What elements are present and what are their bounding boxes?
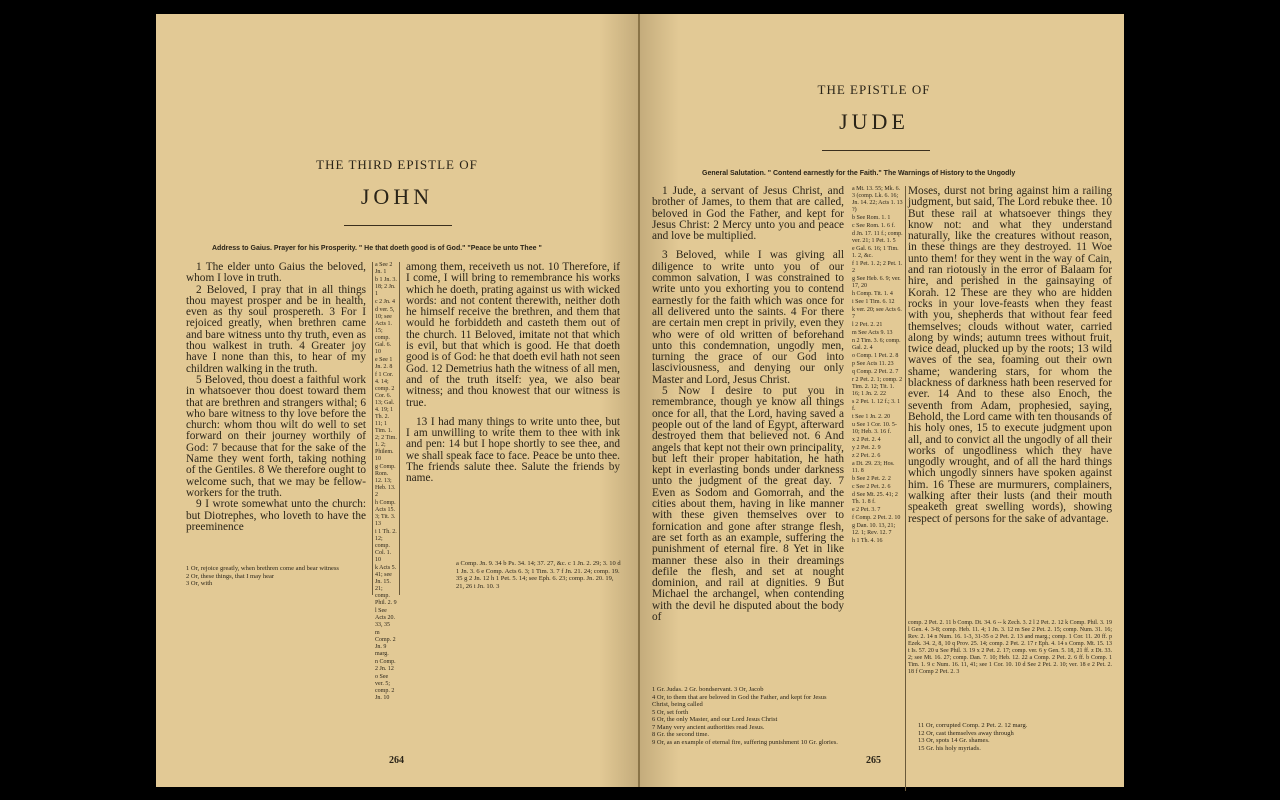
left-ref-column [372,262,400,701]
ref-item: i See 1 Tim. 6. 12 [852,299,895,305]
footnote: 9 Or, as an example of eternal fire, suffering punishment 10 Gr. glories. [652,738,838,746]
ref-item: o Comp. 1 Pet. 2. 8 [852,353,899,359]
ref-item: n Comp. 2 Jn. 12 [375,659,396,672]
left-text-col1 [186,262,366,572]
right-para-3: 5 Now I desire to put you in remembrance, though ye know all things once for all, that the Lord, having saved a people out of the land of Egypt, afterward destroyed them that believed not. 6 And angels that kept not their own principality, but left their proper habitation, he hath kept in everlasting bonds under darkness unto the judgment of the great day. 7 Even as Sodom and Gomorrah, and the cities about them, having in like manner with these given themselves over to fornication and gone after strange flesh, are set forth as an example, suffering the punishment of eternal fire. 8 Yet in like manner these also in their dreamings defile the flesh, and set at nought dominion, and rail at dignities. 9 But Michael the archangel, when contending with the devil he disputed about the body of [652,385,844,623]
ref-item: x 2 Pet. 2. 4 [852,437,881,443]
ref-item: c See 2 Pet. 2. 6 [852,484,891,490]
ref-item: s 2 Pet. 1. 12 f.; 3. 1 f. [852,399,901,412]
footnote: 3 Or, with [186,580,213,587]
ref-item: k Acts 5. 41; see Jn. 15. 21; comp. Phil. 2. 9 [375,565,397,606]
ref-item: m See Acts 9. 13 [852,330,893,336]
ref-item: a Dt. 29. 23; Hos. 11. 8 [852,461,895,474]
left-header-title: JOHN [360,184,434,209]
footnote: 1 Gr. Judas. 2 Gr. bondservant. 3 Or, Jacob [652,686,764,693]
right-subhead: General Salutation. " Contend earnestly for the Faith." The Warnings of History to the Ungodly [702,170,1016,177]
ref-item: o See ver. 5; comp. 2 Jn. 10 [375,674,395,701]
footnote: 11 Or, corrupted Comp. 2 Pet. 2. 12 marg. [918,722,1028,729]
right-page-number: 265 [866,755,881,766]
ref-item: l See Acts 20. 33, 35 [375,608,395,628]
ref-item: u See 1 Cor. 10. 5-10; Heb. 3. 16 f. [852,422,897,435]
left-text-col2 [406,261,620,485]
right-col2-refs: comp. 2 Pet. 2. 11 b Comp. Dt. 34. 6 -- k Zech. 3. 2 l 2 Pet. 2. 12 k Comp. Phil. 3. 19 l Gen. 4. 3-8; comp. Heb. 11. 4; 1 Jn. 3. 12 m See 2 Pet. 2. 15; comp. Num. 31. 16; Rev. 2. 14 n Num. 16. 1-3, 31-35 o 2 Pet. 2. 13 and marg.; comp. 1 Cor. 11. 20 ff. p Ezek. 34. 2, 8, 10 q Prov. 25. 14; comp. 2 Pet. 2. 17 r Eph. 4. 14 s Comp. Mt. 15. 13 t Is. 57. 20 u See Phil. 3. 19 x 2 Pet. 2. 17; comp. ver. 6 y Gen. 5. 18, 21 ff. z Dt. 33. 2; see Mt. 16. 27; comp. Dan. 7. 10; Heb. 12. 22 a Comp. 2 Pet. 2. 6 ff. b Comp. 1 Tim. 1. 9 c Num. 16. 11, 41; see 1 Cor. 10. 10 d See 2 Pet. 2. 10; ver. 18 e 2 Pet. 2. 18 f Comp 2 Pet. 2. 3 [908,620,1112,675]
ref-item: f 1 Cor. 4. 14; comp. 2 Cor. 6. 13; Gal. 4. 19; 1 Th. 2. 11; 1 Tim. 1. 2; 2 Tim. 1. 2; Philem. 10 [375,372,397,462]
left-page-number: 264 [389,755,404,766]
right-text-col1 [652,186,844,692]
right-header-small: THE EPISTLE OF [817,82,931,97]
ref-item: k ver. 20; see Acts 6. 7 [852,307,902,320]
right-para-4: Moses, durst not bring against him a railing judgment, but said, The Lord rebuke thee. 10 But these rail at whatsoever things they know not: and what they understand naturally, like the creatures without reason, in these things are they destroyed. 11 Woe unto them! for they went in the way of Cain, and ran riotously in the error of Balaam for hire, and perished in the gainsaying of Korah. 12 These are they who are hidden rocks in your love-feasts when they feast with you, shepherds that without fear feed themselves; clouds without water, carried along by winds; autumn trees without fruit, twice dead, plucked up by the roots; 13 wild waves of the sea, foaming out their own shame; wandering stars, for whom the blackness of darkness hath been reserved for ever. 14 And to these also Enoch, the seventh from Adam, prophesied, saying, Behold, the Lord came with ten thousands of his holy ones, 15 to execute judgment upon all, and to convict all the ungodly of all their works of ungodliness which they have ungodly wrought, and of all the hard things which ungodly sinners have spoken against him. 16 These are murmurers, complainers, walking after their lusts (and their mouth speaketh great swelling words), showing respect of persons for the sake of advantage. [908,185,1112,525]
right-para-1: 1 Jude, a servant of Jesus Christ, and brother of James, to them that are called, beloved in God the Father, and kept for Jesus Christ: 2 Mercy unto you and peace and love be multiplied. [652,185,844,243]
left-para-1: 1 The elder unto Gaius the beloved, whom I love in truth. [186,261,366,285]
left-para-4: 9 I wrote somewhat unto the church: but Diotrephes, who loveth to have the preeminence [186,498,366,533]
left-col2-footnotes: a Comp. Jn. 9. 34 b Ps. 34. 14; 37. 27, &c. c 1 Jn. 2. 29; 3. 10 d 1 Jn. 3. 6 e Comp. Acts 6. 3; 1 Tim. 3. 7 f Jn. 21. 24; comp. 19. 35 g 2 Jn. 12 h 1 Pet. 5. 14; see Eph. 6. 23; comp. Jn. 20. 19, 21, 26 i Jn. 10. 3 [456,560,621,590]
ref-item: l 2 Pet. 2. 21 [852,322,883,328]
ref-item: b 1 Jn. 3. 18; 2 Jn. 1 [375,277,397,297]
ref-item: e See 1 Jn. 2. 8 [375,357,393,370]
ref-item: e Gal. 6. 16; 1 Tim. 1. 2, &c. [852,246,899,259]
ref-item: q Comp. 2 Pet. 2. 7 [852,369,899,375]
footnote: 13 Or, spots 14 Gr. shames. [918,737,990,744]
ref-item: m Comp. 2 Jn. 9 marg. [375,630,396,657]
ref-item: d See Mt. 25. 41; 2 Th. 1. 8 f. [852,492,898,505]
left-para-6: 13 I had many things to write unto thee, but I am unwilling to write them to thee with ink and pen: 14 but I hope shortly to see thee, and we shall speak face to face. Peace be unto thee. The friends salute thee. Salute the friends by name. [406,415,620,485]
ref-item: d Jn. 17. 11 f.; comp. ver. 21; 1 Pet. 1. 5 [852,231,903,244]
ref-item: c 2 Jn. 4 [375,299,395,305]
ref-item: a Mt. 13. 55; Mk. 6. 3 (comp. Lk. 6. 16; Jn. 14. 22; Acts 1. 13 ?) [852,186,903,213]
ref-item: g Comp. Rom. 12. 13; Heb. 13. 2 [375,464,396,498]
ref-item: z 2 Pet. 2. 6 [852,453,881,459]
footnote: 1 Or, rejoice greatly, when brethren come and bear witness [186,565,339,572]
left-para-3: 5 Beloved, thou doest a faithful work in whatsoever thou doest toward them that are brethren and strangers withal; 6 who bare witness to thy love before the church: whom thou wilt do well to set forward on their journey worthily of God: 7 because that for the sake of the Name they went forth, taking nothing of the Gentiles. 8 We therefore ought to welcome such, that we may be fellow-workers for the truth. [186,373,366,499]
footnote: 7 Many very ancient authorities read Jesus. [652,723,765,731]
left-subhead: Address to Gaius. Prayer for his Prosperity. " He that doeth good is of God." "Peace be unto Thee " [212,245,542,252]
left-para-5: among them, receiveth us not. 10 Therefore, if I come, I will bring to remembrance his works which he doeth, prating against us with wicked words: and not content therewith, neither doth he himself receive the brethren, and them that would he forbiddeth and casteth them out of the church. 11 Beloved, imitate not that which is evil, but that which is good. He that doeth good is of God: he that doeth evil hath not seen God. 12 Demetrius hath the witness of all men, and of the truth itself: yea, we also bear witness; and thou knowest that our witness is true. [406,261,620,409]
ref-item: h Comp. Tit. 1. 4 [852,291,893,297]
ref-item: a See 2 Jn. 1 [375,262,393,275]
ref-item: c See Rom. 1. 6 f. [852,223,895,229]
left-footnotes [186,565,366,595]
left-header-small: THE THIRD EPISTLE OF [316,157,478,172]
right-para-2: 3 Beloved, while I was giving all diligence to write unto you of our common salvation, I was constrained to write unto you exhorting you to contend earnestly for the faith which was once for all delivered unto the saints. 4 For there are certain men crept in privily, even they who were of old written of beforehand unto this condemnation, ungodly men, turning the grace of our God into lasciviousness, and denying our only Master and Lord, Jesus Christ. [652,249,844,386]
footnote: 2 Or, these things, that I may hear [186,572,275,580]
left-page [156,14,638,787]
ref-item: f Comp. 2 Pet. 2. 10 [852,515,901,521]
footnote: 8 Gr. the second time. [652,731,710,738]
ref-item: d ver. 5, 10; see Acts 1. 15; comp. Gal. 6. 10 [375,307,395,355]
ref-item: p See Acts 11. 23 [852,361,894,367]
ref-item: t See 1 Jn. 2. 20 [852,414,891,420]
footnote: 5 Or, set forth [652,708,689,716]
right-footnotes-col1 [652,686,844,756]
right-ref-column [850,186,906,791]
ref-item: f 1 Pet. 1. 2; 2 Pet. 1. 2 [852,261,903,274]
right-footnotes-col2 [918,722,1112,756]
left-header-rule [344,225,452,226]
left-para-2: 2 Beloved, I pray that in all things thou mayest prosper and be in health, even as thy soul prospereth. 3 For I rejoiced greatly, when brethren came and bare witness unto thy truth, even as thou walkest in truth. 4 Greater joy have I none than this, to hear of my children walking in the truth. [186,283,366,375]
right-header-title: JUDE [839,109,909,134]
right-text-col2 [908,186,1112,618]
ref-item: g Dan. 10. 13, 21; 12. 1; Rev. 12. 7 [852,523,896,536]
ref-item: y 2 Pet. 2. 9 [852,445,881,451]
footnote: 6 Or, the only Master, and our Lord Jesus Christ [652,716,778,723]
footnote: 15 Gr. his holy myriads. [918,744,981,752]
right-page [640,14,1124,787]
ref-item: b See Rom. 1. 1 [852,215,891,221]
ref-item: n 2 Tim. 3. 6; comp. Gal. 2. 4 [852,338,901,351]
footnote: 4 Or, to them that are beloved in God the Father, and kept for Jesus Christ, being called [652,693,827,708]
ref-item: e 2 Pet. 3. 7 [852,507,881,513]
footnote: 12 Or, cast themselves away through [918,729,1014,737]
ref-item: g See Heb. 6. 9; ver. 17, 20 [852,276,901,289]
ref-item: h Comp. Acts 15. 3; Tit. 3. 13 [375,500,396,527]
ref-item: r 2 Pet. 2. 1; comp. 2 Tim. 2. 12; Tit. 1. 16; 1 Jn. 2. 22 [852,377,903,397]
ref-item: i 1 Th. 2. 12; comp. Col. 1. 10 [375,529,397,563]
ref-item: b See 2 Pet. 2. 2 [852,476,891,482]
right-header-rule [822,150,930,151]
ref-item: h 1 Th. 4. 16 [852,538,883,544]
